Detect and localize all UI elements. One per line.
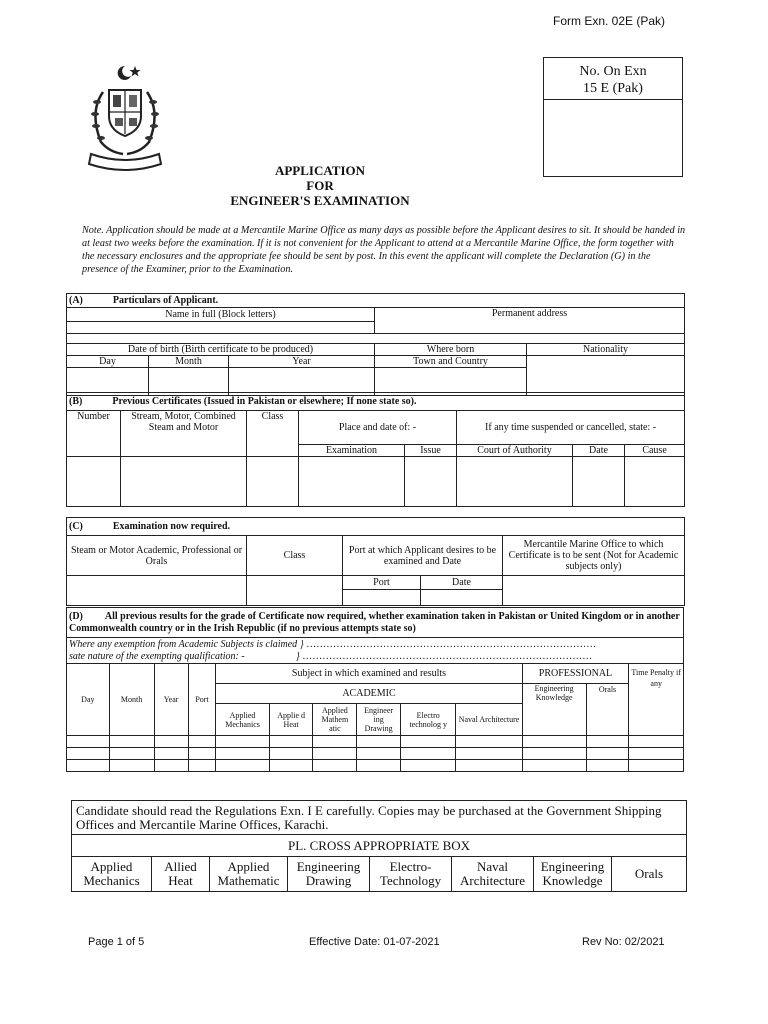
where-born-label: Where born [375,344,527,356]
exemption-dots-2[interactable]: …………………………………………………………………………… [302,650,593,662]
suspended-label: If any time suspended or cancelled, state: - [457,411,685,445]
port-desire-label: Port at which Applicant desires to be examined and Date [343,536,503,576]
steam-motor-field[interactable] [67,576,247,606]
results-row[interactable] [67,748,684,760]
applied-mechanics-label: Applied Mechanics [216,704,269,736]
bottom-box-table [71,800,687,892]
number-label: Number [67,411,121,457]
stream-label: Stream, Motor, Combined Steam and Motor [121,411,247,457]
mmo-label: Mercantile Marine Office to which Certificate is to be sent (Not for Academic subjects only) [503,536,685,576]
nationality-label: Nationality [527,344,685,356]
exemption-claim-text: Where any exemption from Academic Subjects is claimed [69,638,298,650]
page-title: APPLICATION FOR ENGINEER'S EXAMINATION [230,163,410,208]
cause-label: Cause [625,445,685,457]
place-date-label: Place and date of: - [299,411,457,445]
subject-box-electro-technology[interactable]: Electro- Technology [370,857,452,892]
application-note: Note. Application should be made at a Mercantile Marine Office as many days as possible before the Applicant desires to sit. It should be handed in at least two weeks before the examination. If it is not convenient for the Applicant to attend at a Mercantile Marine Office, the form together with the necessary enclosures and the appropriate fee should be sent by post. In this event the applicant will complete the Declaration (G) in the presence of the Examiner, prior to the Examination. [82,225,686,275]
applied-math-label: Applied Mathem atic [313,704,357,736]
dob-label: Date of birth (Birth certificate to be produced) [67,344,375,356]
address-label: Permanent address [375,308,685,334]
section-b-table [66,392,685,507]
time-penalty-label: Time Penalty if any [629,664,684,736]
name-label: Name in full (Block letters) [67,308,375,322]
eng-knowledge-label: Engineering Knowledge [522,684,586,736]
subject-box-naval-architecture[interactable]: Naval Architecture [452,857,534,892]
subject-box-allied-heat[interactable]: Allied Heat [152,857,210,892]
exemption-nature-text: sate nature of the exempting qualification: - [69,650,245,662]
steam-motor-label: Steam or Motor Academic, Professional or Orals [67,536,247,576]
box-line-1: No. On Exn [579,64,647,79]
section-c-table [66,517,685,606]
date-field[interactable] [573,457,625,507]
results-row[interactable] [67,736,684,748]
class-field[interactable] [247,457,299,507]
nationality-field[interactable] [527,356,685,396]
orals-label: Orals [586,684,629,736]
day-label: Day [67,356,149,368]
section-c-heading: (C) Examination now required. [67,518,685,536]
class-label-c: Class [247,536,343,576]
results-row[interactable] [67,760,684,772]
port-field[interactable] [343,590,421,606]
month-label: Month [149,356,229,368]
subject-box-engineering-drawing[interactable]: Engineering Drawing [288,857,370,892]
subject-results-label: Subject in which examined and results [216,664,522,684]
subject-box-applied-mechanics[interactable]: Applied Mechanics [72,857,152,892]
cross-box-label: PL. CROSS APPROPRIATE BOX [72,835,687,857]
box-line-2: 15 E (Pak) [583,81,643,96]
issue-field[interactable] [405,457,457,507]
eng-drawing-label: Engineer ing Drawing [357,704,401,736]
date-label: Date [573,445,625,457]
d-month-label: Month [109,664,154,736]
electro-label: Electro technolog y [400,704,455,736]
date-field-c[interactable] [421,590,503,606]
issue-label: Issue [405,445,457,457]
section-d-table [66,607,684,772]
effective-date: Effective Date: 01-07-2021 [309,936,440,948]
exemption-row: Where any exemption from Academic Subjects is claimed } …………………………………………………………………………… sate nature of the exempting qualification: - } …………………………………………………………………………… [67,638,684,664]
town-country-label: Town and Country [375,356,527,368]
academic-label: ACADEMIC [216,684,522,704]
date-label-c: Date [421,576,503,590]
section-d-heading: (D) All previous results for the grade of Certificate now required, whether examination taken in Pakistan or United Kingdom or in another Commonwealth country or in the Irish Republic (if no previous attempts state so) [67,608,684,638]
year-label: Year [229,356,375,368]
number-field[interactable] [67,457,121,507]
d-day-label: Day [67,664,110,736]
port-label: Port [343,576,421,590]
d-port-label: Port [188,664,216,736]
examination-field[interactable] [299,457,405,507]
professional-label: PROFESSIONAL [522,664,629,684]
d-year-label: Year [154,664,188,736]
mmo-field[interactable] [503,576,685,606]
revision-number: Rev No: 02/2021 [582,936,665,948]
subject-box-engineering-knowledge[interactable]: Engineering Knowledge [534,857,612,892]
court-label: Court of Authority [457,445,573,457]
examination-label: Examination [299,445,405,457]
stream-field[interactable] [121,457,247,507]
cause-field[interactable] [625,457,685,507]
class-label: Class [247,411,299,457]
section-b-heading: (B) Previous Certificates (Issued in Pakistan or elsewhere; If none state so). [67,393,685,411]
form-code: Form Exn. 02E (Pak) [553,14,666,28]
name-field[interactable] [67,322,375,334]
exemption-dots-1[interactable]: …………………………………………………………………………… [306,638,597,650]
section-a-heading: (A) Particulars of Applicant. [67,294,685,308]
class-field-c[interactable] [247,576,343,606]
subject-box-applied-mathematic[interactable]: Applied Mathematic [210,857,288,892]
regulations-notice: Candidate should read the Regulations Exn. I E carefully. Copies may be purchased at the Government Shipping Offices and Mercantile Marine Offices, Karachi. [72,801,687,835]
section-a-table [66,293,685,396]
court-field[interactable] [457,457,573,507]
naval-label: Naval Architecture [456,704,522,736]
applied-heat-label: Applie d Heat [269,704,313,736]
state-emblem-icon [85,62,165,174]
office-use-box [543,57,683,177]
subject-box-orals[interactable]: Orals [612,857,687,892]
page-number: Page 1 of 5 [88,936,145,948]
address-field[interactable] [67,334,685,344]
